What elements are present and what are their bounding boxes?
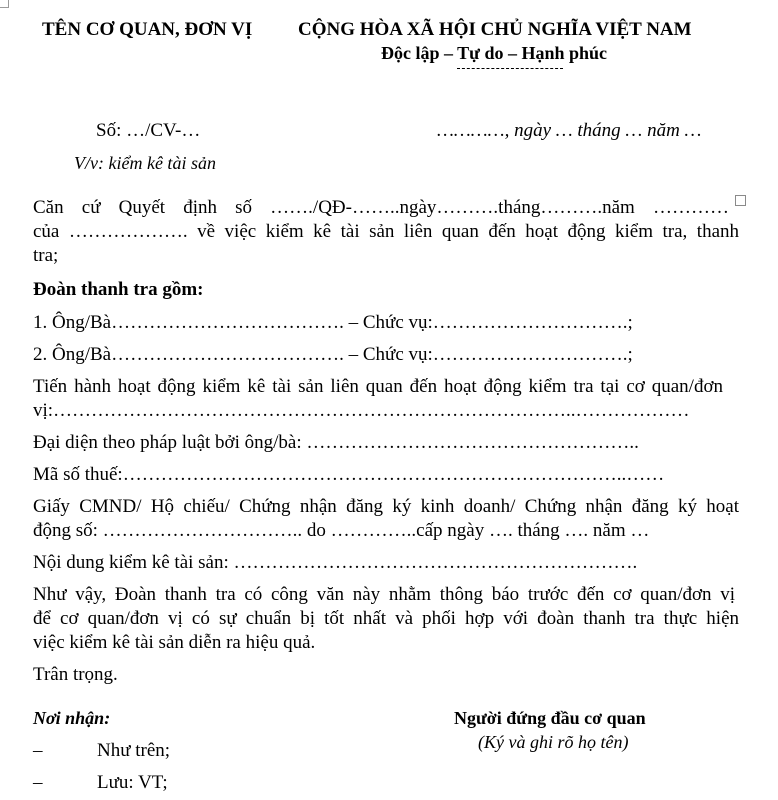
checkbox[interactable]	[735, 195, 746, 206]
recipient-item: Lưu: VT;	[97, 772, 168, 793]
closing-line-2: để cơ quan/đơn vị có sự chuẩn bị tốt nhất và phối hợp với đoàn thanh tra thực hiện	[33, 608, 739, 629]
recipient-item: Như trên;	[97, 740, 171, 761]
tax-code: Mã số thuế:……………………………………………………………………..……	[33, 464, 665, 485]
closing-line-1: Như vậy, Đoàn thanh tra có công văn này nhằm thông báo trước đến cơ quan/đơn vị	[33, 584, 735, 605]
document-number: Số: …/CV-…	[96, 120, 201, 141]
motto-rule	[457, 68, 563, 69]
basis-line-3: tra;	[33, 245, 59, 266]
country-name: CỘNG HÒA XÃ HỘI CHỦ NGHĨA VIỆT NAM	[298, 19, 692, 40]
motto: Độc lập – Tự do – Hạnh phúc	[381, 43, 608, 63]
conduct-line-1: Tiến hành hoạt động kiểm kê tài sản liên quan đến hoạt động kiểm tra tại cơ quan/đơn	[33, 376, 723, 397]
legal-representative: Đại diện theo pháp luật bởi ông/bà: ……………………………………………..	[33, 432, 639, 453]
basis-line-2: của ………………. về việc kiểm kê tài sản liên quan đến hoạt động kiểm tra, thanh	[33, 221, 739, 242]
signer-note: (Ký và ghi rõ họ tên)	[478, 732, 629, 752]
team-heading: Đoàn thanh tra gồm:	[33, 279, 204, 300]
id-line-2: động số: ………………………….. do …………..cấp ngày …. tháng …. năm …	[33, 520, 650, 541]
team-member-2: 2. Ông/Bà………………………………. – Chức vụ:………………………….;	[33, 344, 633, 365]
team-member-1: 1. Ông/Bà………………………………. – Chức vụ:………………………….;	[33, 312, 633, 333]
closing-line-3: việc kiểm kê tài sản diễn ra hiệu quả.	[33, 632, 316, 653]
conduct-line-2: vị:………………………………………………………………………..………………	[33, 400, 690, 421]
recipients-label: Nơi nhận:	[33, 708, 111, 728]
recipient-dash: –	[33, 740, 43, 761]
regards: Trân trọng.	[33, 664, 118, 685]
date-line: …………, ngày … tháng … năm …	[437, 120, 702, 141]
subject-line: V/v: kiểm kê tài sản	[74, 153, 216, 173]
org-name: TÊN CƠ QUAN, ĐƠN VỊ	[42, 19, 253, 40]
id-line-1: Giấy CMND/ Hộ chiếu/ Chứng nhận đăng ký kinh doanh/ Chứng nhận đăng ký hoạt	[33, 496, 739, 517]
basis-line-1: Căn cứ Quyết định số ……./QĐ-……..ngày……….tháng……….năm …………	[33, 197, 729, 218]
inventory-content: Nội dung kiểm kê tài sản: ……………………………………………………….	[33, 552, 638, 573]
recipient-dash: –	[33, 772, 43, 793]
corner-marker	[0, 0, 9, 8]
signer-title: Người đứng đầu cơ quan	[454, 708, 646, 728]
